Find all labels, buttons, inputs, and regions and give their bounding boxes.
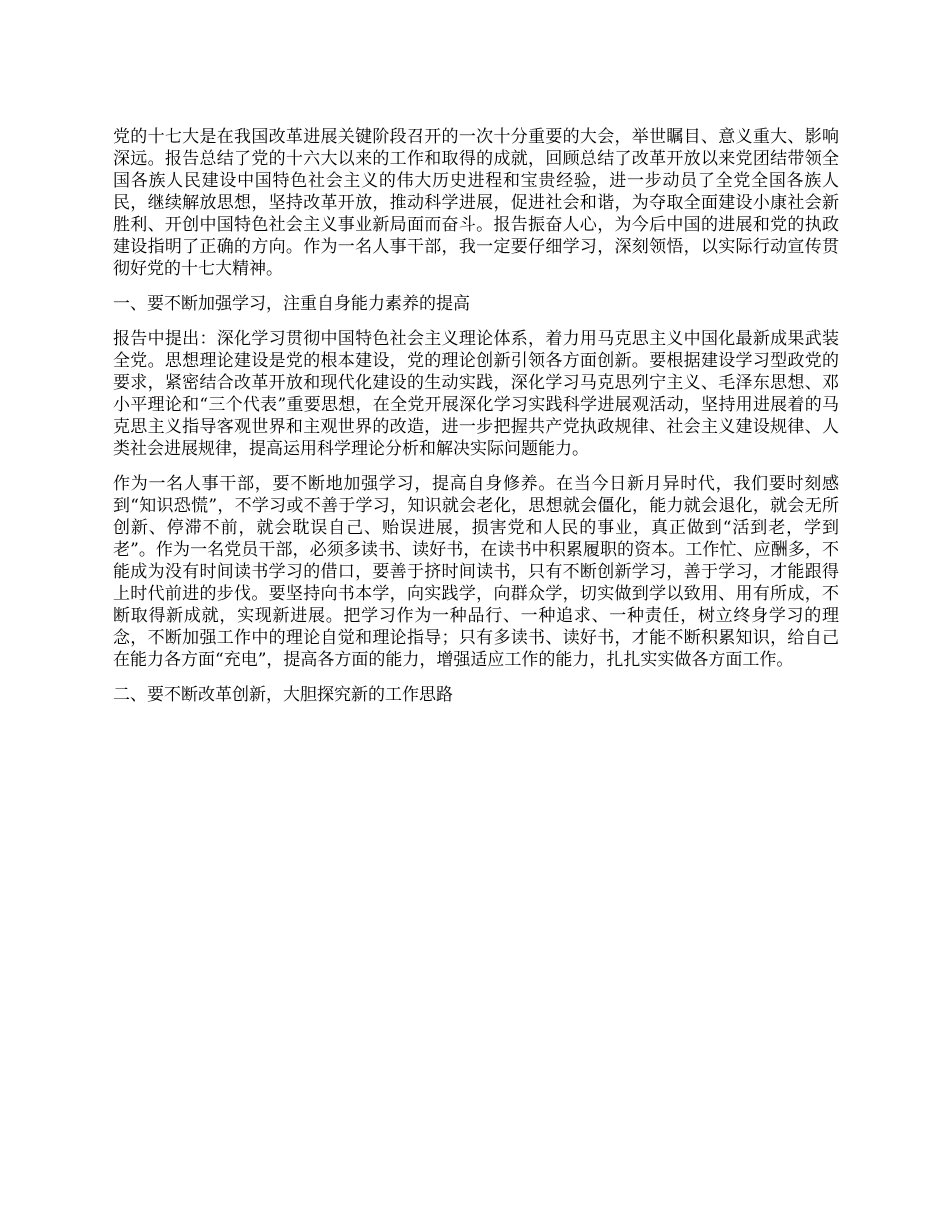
body-paragraph-2: 作为一名人事干部，要不断地加强学习，提高自身修养。在当今日新月异时代，我们要时刻感到“知识恐慌”，不学习或不善于学习，知识就会老化，思想就会僵化，能力就会退化，就会无所创新、停滞不前，就会耽误自己、贻误进展，损害党和人民的事业，真正做到“活到老，学到老”。作为一名党员干部，必须多读书、读好书，在读书中积累履职的资本。工作忙、应酬多，不能成为没有时间读书学习的借口，要善于挤时间读书，只有不断创新学习，善于学习，才能跟得上时代前进的步伐。要坚持向书本学，向实践学，向群众学，切实做到学以致用、用有所成，不断取得新成就，实现新进展。把学习作为一种品行、一种追求、一种责任，树立终身学习的理念，不断加强工作中的理论自觉和理论指导；只有多读书、读好书，才能不断积累知识，给自己在能力各方面“充电”，提高各方面的能力，增强适应工作的能力，扎扎实实做各方面工作。 [113, 474, 839, 670]
section-heading-1: 一、要不断加强学习，注重自身能力素养的提高 [113, 294, 470, 314]
section-heading-2: 二、要不断改革创新，大胆探究新的工作思路 [113, 685, 453, 705]
document-page [113, 126, 839, 719]
intro-paragraph: 党的十七大是在我国改革进展关键阶段召开的一次十分重要的大会，举世瞩目、意义重大、影响深远。报告总结了党的十六大以来的工作和取得的成就，回顾总结了改革开放以来党团结带领全国各族人民建设中国特色社会主义的伟大历史进程和宝贵经验，进一步动员了全党全国各族人民，继续解放思想，坚持改革开放，推动科学进展，促进社会和谐，为夺取全面建设小康社会新胜利、开创中国特色社会主义事业新局面而奋斗。报告振奋人心，为今后中国的进展和党的执政建设指明了正确的方向。作为一名人事干部，我一定要仔细学习，深刻领悟，以实际行动宣传贯彻好党的十七大精神。 [113, 127, 839, 279]
body-paragraph-1: 报告中提出：深化学习贯彻中国特色社会主义理论体系，着力用马克思主义中国化最新成果武装全党。思想理论建设是党的根本建设，党的理论创新引领各方面创新。要根据建设学习型政党的要求，紧密结合改革开放和现代化建设的生动实践，深化学习马克思列宁主义、毛泽东思想、邓小平理论和“三个代表”重要思想，在全党开展深化学习实践科学进展观活动，坚持用进展着的马克思主义指导客观世界和主观世界的改造，进一步把握共产党执政规律、社会主义建设规律、人类社会进展规律，提高运用科学理论分析和解决实际问题能力。 [113, 329, 839, 459]
